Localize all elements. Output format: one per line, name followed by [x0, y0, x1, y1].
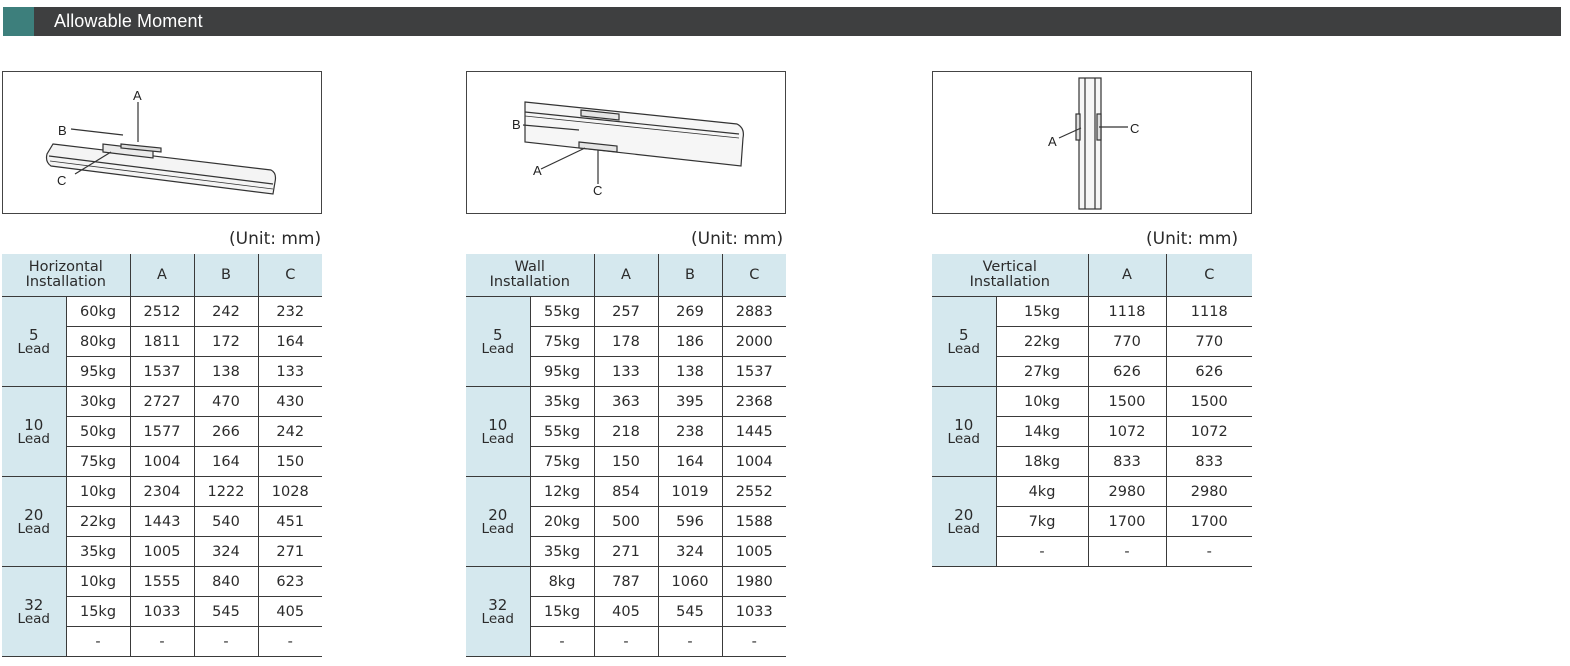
load-cell: 95kg	[530, 357, 594, 387]
value-cell: 1577	[130, 417, 194, 447]
diagram-label-c: C	[1130, 121, 1140, 136]
lead-cell: 10 Lead	[466, 387, 530, 477]
horizontal-actuator-diagram	[3, 72, 321, 213]
load-cell: 10kg	[66, 567, 130, 597]
table-row	[932, 387, 1252, 417]
unit-label-horizontal: (Unit: mm)	[229, 229, 322, 249]
value-cell: 833	[1166, 447, 1252, 477]
value-cell: 1072	[1166, 417, 1252, 447]
value-cell: 1019	[658, 477, 722, 507]
value-cell: 1028	[258, 477, 322, 507]
value-cell: 271	[594, 537, 658, 567]
value-cell: 1004	[722, 447, 786, 477]
load-cell: 10kg	[66, 477, 130, 507]
lead-cell: 5 Lead	[2, 297, 66, 387]
lead-cell: 5 Lead	[932, 297, 996, 387]
value-cell: 833	[1088, 447, 1166, 477]
value-cell: 1500	[1088, 387, 1166, 417]
horizontal-installation-figure	[2, 71, 322, 214]
value-cell: 1700	[1166, 507, 1252, 537]
vertical-installation-figure	[932, 71, 1252, 214]
value-cell: 395	[658, 387, 722, 417]
load-cell: 22kg	[66, 507, 130, 537]
value-cell: 1588	[722, 507, 786, 537]
value-cell: 324	[658, 537, 722, 567]
section-header	[3, 7, 1561, 36]
column-header-a: A	[1088, 254, 1166, 297]
load-cell: 50kg	[66, 417, 130, 447]
table-row	[2, 477, 322, 507]
load-cell: 35kg	[530, 537, 594, 567]
value-cell: 596	[658, 507, 722, 537]
value-cell: 1060	[658, 567, 722, 597]
unit-label-vertical: (Unit: mm)	[1146, 229, 1239, 249]
load-cell: 75kg	[530, 447, 594, 477]
wall-moment-table	[466, 254, 786, 657]
lead-cell: 20 Lead	[2, 477, 66, 567]
load-cell: 35kg	[530, 387, 594, 417]
lead-cell: 10 Lead	[2, 387, 66, 477]
value-cell: 2980	[1166, 477, 1252, 507]
value-cell: 1537	[130, 357, 194, 387]
value-cell: 2980	[1088, 477, 1166, 507]
table-row	[2, 567, 322, 597]
value-cell: 1222	[194, 477, 258, 507]
value-cell: 1118	[1166, 297, 1252, 327]
load-cell: 22kg	[996, 327, 1088, 357]
table-header-row	[2, 254, 322, 297]
value-cell: 545	[194, 597, 258, 627]
value-cell: 540	[194, 507, 258, 537]
value-cell: 2552	[722, 477, 786, 507]
lead-cell: 20 Lead	[466, 477, 530, 567]
load-cell: 20kg	[530, 507, 594, 537]
diagram-label-a: A	[533, 163, 542, 178]
load-cell: 95kg	[66, 357, 130, 387]
installation-header: Vertical Installation	[932, 254, 1088, 297]
vertical-actuator-diagram	[933, 72, 1251, 213]
value-cell: 2512	[130, 297, 194, 327]
load-cell: 60kg	[66, 297, 130, 327]
value-cell: 1005	[130, 537, 194, 567]
value-cell: 500	[594, 507, 658, 537]
value-cell: 232	[258, 297, 322, 327]
value-cell: 1980	[722, 567, 786, 597]
value-cell: -	[194, 627, 258, 657]
load-cell: 75kg	[66, 447, 130, 477]
value-cell: 405	[594, 597, 658, 627]
column-header-b: B	[658, 254, 722, 297]
value-cell: 2368	[722, 387, 786, 417]
column-header-b: B	[194, 254, 258, 297]
value-cell: 1811	[130, 327, 194, 357]
unit-label-wall: (Unit: mm)	[691, 229, 784, 249]
value-cell: -	[1166, 537, 1252, 567]
diagram-label-b: B	[512, 117, 521, 132]
table-row	[2, 297, 322, 327]
load-cell: 55kg	[530, 417, 594, 447]
value-cell: 133	[258, 357, 322, 387]
installation-header: Horizontal Installation	[2, 254, 130, 297]
value-cell: 770	[1166, 327, 1252, 357]
load-cell: 10kg	[996, 387, 1088, 417]
diagram-label-a: A	[133, 88, 142, 103]
load-cell: -	[530, 627, 594, 657]
value-cell: 1033	[130, 597, 194, 627]
wall-installation-figure	[466, 71, 786, 214]
value-cell: 133	[594, 357, 658, 387]
lead-cell: 5 Lead	[466, 297, 530, 387]
diagram-label-c: C	[593, 183, 603, 198]
value-cell: 626	[1166, 357, 1252, 387]
table-header-row	[932, 254, 1252, 297]
value-cell: 164	[658, 447, 722, 477]
value-cell: 1005	[722, 537, 786, 567]
load-cell: 18kg	[996, 447, 1088, 477]
load-cell: -	[996, 537, 1088, 567]
load-cell: 30kg	[66, 387, 130, 417]
table-row	[466, 387, 786, 417]
load-cell: 15kg	[996, 297, 1088, 327]
value-cell: 1072	[1088, 417, 1166, 447]
value-cell: 854	[594, 477, 658, 507]
table-row	[932, 477, 1252, 507]
value-cell: 1443	[130, 507, 194, 537]
value-cell: 1555	[130, 567, 194, 597]
load-cell: 4kg	[996, 477, 1088, 507]
value-cell: 1500	[1166, 387, 1252, 417]
value-cell: 242	[258, 417, 322, 447]
value-cell: 172	[194, 327, 258, 357]
value-cell: 545	[658, 597, 722, 627]
value-cell: 164	[258, 327, 322, 357]
lead-cell: 10 Lead	[932, 387, 996, 477]
table-row	[466, 297, 786, 327]
lead-cell: 32 Lead	[2, 567, 66, 657]
load-cell: 7kg	[996, 507, 1088, 537]
value-cell: -	[722, 627, 786, 657]
load-cell: 80kg	[66, 327, 130, 357]
load-cell: 12kg	[530, 477, 594, 507]
value-cell: 623	[258, 567, 322, 597]
header-accent-block	[3, 7, 34, 36]
value-cell: 271	[258, 537, 322, 567]
value-cell: -	[1088, 537, 1166, 567]
table-row	[466, 567, 786, 597]
value-cell: 164	[194, 447, 258, 477]
value-cell: 1033	[722, 597, 786, 627]
value-cell: -	[258, 627, 322, 657]
diagram-label-a: A	[1048, 134, 1057, 149]
value-cell: 218	[594, 417, 658, 447]
column-header-c: C	[1166, 254, 1252, 297]
column-header-a: A	[130, 254, 194, 297]
horizontal-moment-table	[2, 254, 322, 657]
load-cell: 15kg	[530, 597, 594, 627]
diagram-label-b: B	[58, 123, 67, 138]
table-header-row	[466, 254, 786, 297]
value-cell: -	[130, 627, 194, 657]
value-cell: 1004	[130, 447, 194, 477]
value-cell: 840	[194, 567, 258, 597]
column-header-c: C	[258, 254, 322, 297]
value-cell: 269	[658, 297, 722, 327]
load-cell: 15kg	[66, 597, 130, 627]
load-cell: 75kg	[530, 327, 594, 357]
value-cell: -	[594, 627, 658, 657]
table-row	[466, 477, 786, 507]
load-cell: -	[66, 627, 130, 657]
value-cell: 238	[658, 417, 722, 447]
value-cell: 186	[658, 327, 722, 357]
table-row	[2, 387, 322, 417]
value-cell: 2304	[130, 477, 194, 507]
section-title: Allowable Moment	[54, 11, 203, 31]
value-cell: 178	[594, 327, 658, 357]
diagram-label-c: C	[57, 173, 67, 188]
value-cell: 470	[194, 387, 258, 417]
value-cell: 770	[1088, 327, 1166, 357]
lead-cell: 32 Lead	[466, 567, 530, 657]
value-cell: 150	[594, 447, 658, 477]
value-cell: 2000	[722, 327, 786, 357]
value-cell: 1537	[722, 357, 786, 387]
column-header-c: C	[722, 254, 786, 297]
load-cell: 55kg	[530, 297, 594, 327]
value-cell: 242	[194, 297, 258, 327]
load-cell: 8kg	[530, 567, 594, 597]
table-row	[932, 297, 1252, 327]
value-cell: 451	[258, 507, 322, 537]
load-cell: 27kg	[996, 357, 1088, 387]
value-cell: 266	[194, 417, 258, 447]
value-cell: 1700	[1088, 507, 1166, 537]
vertical-moment-table	[932, 254, 1252, 567]
installation-header: Wall Installation	[466, 254, 594, 297]
wall-actuator-diagram	[467, 72, 785, 213]
value-cell: 138	[194, 357, 258, 387]
value-cell: 2883	[722, 297, 786, 327]
value-cell: -	[658, 627, 722, 657]
value-cell: 2727	[130, 387, 194, 417]
load-cell: 35kg	[66, 537, 130, 567]
value-cell: 138	[658, 357, 722, 387]
column-header-a: A	[594, 254, 658, 297]
value-cell: 324	[194, 537, 258, 567]
value-cell: 626	[1088, 357, 1166, 387]
value-cell: 257	[594, 297, 658, 327]
value-cell: 1118	[1088, 297, 1166, 327]
load-cell: 14kg	[996, 417, 1088, 447]
lead-cell: 20 Lead	[932, 477, 996, 567]
value-cell: 787	[594, 567, 658, 597]
value-cell: 150	[258, 447, 322, 477]
value-cell: 430	[258, 387, 322, 417]
value-cell: 363	[594, 387, 658, 417]
value-cell: 405	[258, 597, 322, 627]
value-cell: 1445	[722, 417, 786, 447]
